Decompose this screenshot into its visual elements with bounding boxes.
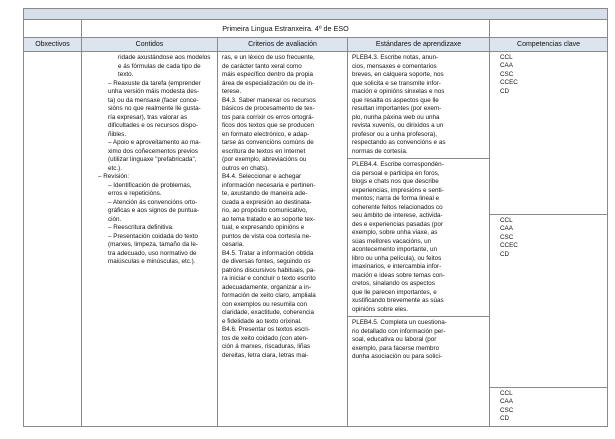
competencias-block: CCL CAA CSC CCEC CD bbox=[490, 215, 607, 388]
contidos-item: – Apoio e aproveitamento ao ma- ximo dos coñecementos previos (utilizar linguaxe "prefabricada", etc.). bbox=[108, 139, 201, 172]
header-estandares: Estándares de aprendizaxe bbox=[348, 38, 490, 52]
criterio-block: B4.6. Presentar os textos escri- tos de xeito coidado (con aten- ción á marxes, riscaduras, liñas dereitas, letra clara, letras mai- bbox=[222, 326, 311, 359]
estandares-cell bbox=[348, 52, 490, 427]
contidos-intro: ridade axustándose aos modelos e ás fórmulas de cada tipo de texto. bbox=[118, 54, 211, 78]
revision-item: – Identificación de problemas, erros e repeticións. bbox=[108, 181, 192, 197]
header-contidos: Contidos bbox=[82, 38, 218, 52]
revision-item: – Reescritura definitiva. bbox=[108, 224, 174, 231]
competencias-block: CCL CAA CSC CD bbox=[500, 390, 514, 423]
table-content-row bbox=[24, 52, 608, 427]
obxectivos-cell bbox=[24, 52, 82, 427]
table-header-row bbox=[24, 38, 608, 52]
estandar-block: PLEB4.4. Escribe correspondén- cia persoal e participa en foros, blogs e chats nos que describe experiencias, impresións e senti- mentos; narra de forma lineal e coherente feitos relacionados co seu ámbito de interese, activida- des e experiencias pasadas (por exemplo, sobre unha viaxe, as súas mellores vacacións, un acontecemento importante, un libro ou unha película), ou feitos imaxinarios, e intercambia infor- mación e ideas sobre temas con- cretos, sinalando os aspectos que lle parecen importantes, e xustificando brevemente as súas opinións sobre eles. bbox=[348, 159, 489, 317]
criterio-block: B4.4. Seleccionar e achegar información necesaria e pertinen- te, axustando de maneira ade- cuada a expresión ao destinata- rio, ao propósito comunicativo, ao tema tratado e ao soporte tex- tual, e expresando opinións e puntos de vista coa cortesía ne- cesaria. bbox=[222, 173, 316, 248]
estandar-block: PLEB4.3. Escribe notas, anun- cios, mensaxes e comentarios breves, en calquera soporte, nos que solicita e se transmite infor- mación e opinións sinxelas e nos que resalta os aspectos que lle resultan importantes (por exem- plo, nunha páxina web ou unha revista xuvenís, ou dirixidos a un profesor ou a unha profesora), respectando as convencións e as normas de cortesía. bbox=[348, 52, 489, 159]
estandar-block: PLEB4.5. Completa un cuestiona- rio detallado con información per- soal, educativa ou laboral (por exemplo, para facerse membro dunha asociación ou para solici- bbox=[352, 319, 447, 360]
criterio-block: ras, e un léxico de uso frecuente, de carácter tanto xeral como máis específico dentro da propia área de especialización ou de in- terese. bbox=[222, 54, 315, 95]
curriculum-table bbox=[23, 8, 608, 427]
criterios-cell bbox=[218, 52, 348, 427]
header-criterios: Criterios de avaliación bbox=[218, 38, 348, 52]
header-obxectivos: Obxectivos bbox=[24, 38, 82, 52]
revision-item: – Presentación coidada do texto (marxes, limpeza, tamaño da le- tra adecuado, uso normativo de maiúsculas e minúsculas, etc.). bbox=[108, 232, 198, 265]
competencias-block: CCL CAA CSC CCEC CD bbox=[490, 52, 607, 215]
table-title-row bbox=[24, 20, 608, 38]
competencias-cell bbox=[490, 52, 608, 427]
header-competencias: Competencias clave bbox=[490, 38, 608, 52]
contidos-item: – Reaxuste da tarefa (emprender unha versión máis modesta des- ta) ou da mensaxe (facer conce- sións no que realmente lle gusta- ría expresar), tras valorar as dificultades e os recursos dispo- ñibles. bbox=[108, 79, 201, 138]
criterio-block: B4.5. Tratar a información obtida de diversas fontes, seguindo os patróns discursivos habituais, pa- ra iniciar e concluír o texto escrito adecuadamente, organizar a in- formación de xeito claro, ampliala con exemplos ou resumila con claridade, exactitude, coherencia e fidelidade ao texto orixinal. bbox=[222, 249, 316, 325]
revision-label: – Revisión: bbox=[98, 173, 130, 180]
criterio-block: B4.3. Saber manexar os recursos básicos de procesamento de tex- tos para corrixir os erros ortográ- ficos dos textos que se producen en formato electrónico, e adap- tarse ás convencións comúns de escritura de textos en Internet (por exemplo, abreviacións ou outros en chats). bbox=[222, 96, 316, 172]
revision-item: – Atención ás convencións orto- gráficas e aos signos de puntua- ción. bbox=[108, 198, 200, 223]
table-banner-row bbox=[24, 9, 608, 20]
table-title: Primeira Lingua Estranxeira. 4º de ESO bbox=[82, 20, 490, 38]
contidos-cell bbox=[82, 52, 218, 427]
